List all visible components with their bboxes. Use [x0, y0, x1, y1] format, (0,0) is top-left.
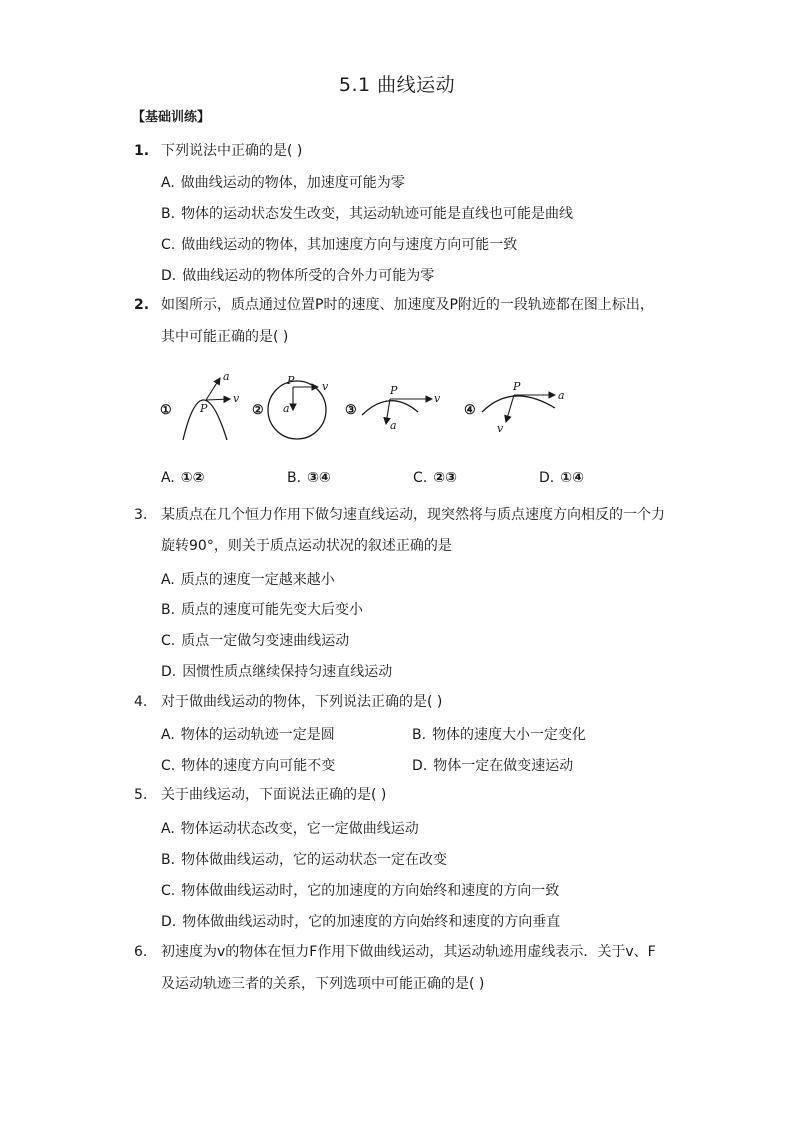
velocity-arrow-4 — [506, 395, 514, 422]
figure-label-4: ④ — [464, 403, 476, 418]
velocity-label: v — [233, 392, 240, 405]
question-text-line-1: 初速度为v的物体在恒力F作用下做曲线运动，其运动轨迹用虚线表示．关于v、F — [161, 944, 656, 960]
figure-label-1: ① — [160, 403, 172, 418]
acceleration-label: a — [283, 402, 290, 415]
question-text: 对于做曲线运动的物体，下列说法正确的是( ) — [161, 694, 443, 710]
point-p-label: P — [390, 384, 398, 397]
trajectory-curve-4 — [482, 396, 555, 412]
trajectory-curve-3 — [362, 401, 418, 415]
question-number: 5. — [134, 787, 148, 803]
question-text-line-2: 及运动轨迹三者的关系，下列选项中可能正确的是( ) — [161, 976, 485, 992]
question-text: 下列说法中正确的是( ) — [161, 143, 303, 159]
option-1c[interactable]: C. 做曲线运动的物体，其加速度方向与速度方向可能一致 — [161, 237, 518, 253]
option-2a[interactable]: A. ①② — [161, 470, 205, 486]
question-text-line-1: 如图所示，质点通过位置P时的速度、加速度及P附近的一段轨迹都在图上标出， — [161, 297, 654, 313]
point-p-label: P — [287, 374, 295, 387]
option-5c[interactable]: C. 物体做曲线运动时，它的加速度的方向始终和速度的方向一致 — [161, 883, 560, 899]
option-4b[interactable]: B. 物体的速度大小一定变化 — [412, 727, 587, 743]
option-1d[interactable]: D. 做曲线运动的物体所受的合外力可能为零 — [161, 268, 435, 284]
question-text-line-2: 旋转90°，则关于质点运动状况的叙述正确的是 — [161, 538, 452, 554]
question-number: 3. — [134, 507, 148, 523]
question-text-line-1: 某质点在几个恒力作用下做匀速直线运动，现突然将与质点速度方向相反的一个力 — [161, 507, 665, 523]
question-number: 2. — [134, 297, 150, 313]
question-number: 6. — [134, 944, 148, 960]
section-heading: 【基础训练】 — [132, 110, 211, 125]
question-number: 4. — [134, 694, 148, 710]
point-p-label: P — [513, 380, 521, 393]
option-5a[interactable]: A. 物体运动状态改变，它一定做曲线运动 — [161, 821, 419, 837]
circular-trajectory — [268, 381, 326, 439]
option-2c[interactable]: C. ②③ — [413, 470, 457, 486]
option-2d[interactable]: D. ①④ — [539, 470, 584, 486]
question-text-line-2: 其中可能正确的是( ) — [161, 329, 289, 345]
option-1a[interactable]: A. 做曲线运动的物体，加速度可能为零 — [161, 175, 405, 191]
option-2b[interactable]: B. ③④ — [287, 470, 331, 486]
point-p-label: P — [200, 402, 208, 415]
option-4a[interactable]: A. 物体的运动轨迹一定是圆 — [161, 727, 335, 743]
acceleration-label: a — [223, 370, 230, 383]
option-5b[interactable]: B. 物体做曲线运动，它的运动状态一定在改变 — [161, 852, 448, 868]
figure-label-3: ③ — [345, 403, 357, 418]
velocity-arrow-1 — [206, 399, 230, 400]
velocity-label: v — [322, 380, 329, 393]
trajectory-figure — [150, 370, 590, 450]
page-title: 5.1 曲线运动 — [338, 74, 456, 96]
acceleration-label: a — [390, 419, 397, 432]
option-4d[interactable]: D. 物体一定在做变速运动 — [412, 758, 574, 774]
option-4c[interactable]: C. 物体的速度方向可能不变 — [161, 758, 336, 774]
velocity-label: v — [434, 392, 441, 405]
option-1b[interactable]: B. 物体的运动状态发生改变，其运动轨迹可能是直线也可能是曲线 — [161, 206, 574, 222]
question-number: 1. — [134, 143, 150, 159]
option-3a[interactable]: A. 质点的速度一定越来越小 — [161, 572, 335, 588]
option-3c[interactable]: C. 质点一定做匀变速曲线运动 — [161, 633, 350, 649]
option-5d[interactable]: D. 物体做曲线运动时，它的加速度的方向始终和速度的方向垂直 — [161, 914, 561, 930]
figure-label-2: ② — [252, 403, 264, 418]
acceleration-arrow-1 — [206, 378, 220, 400]
option-3b[interactable]: B. 质点的速度可能先变大后变小 — [161, 602, 364, 618]
option-3d[interactable]: D. 因惯性质点继续保持匀速直线运动 — [161, 664, 393, 680]
velocity-label: v — [497, 422, 504, 435]
acceleration-label: a — [558, 389, 565, 402]
question-text: 关于曲线运动，下面说法正确的是( ) — [161, 787, 387, 803]
